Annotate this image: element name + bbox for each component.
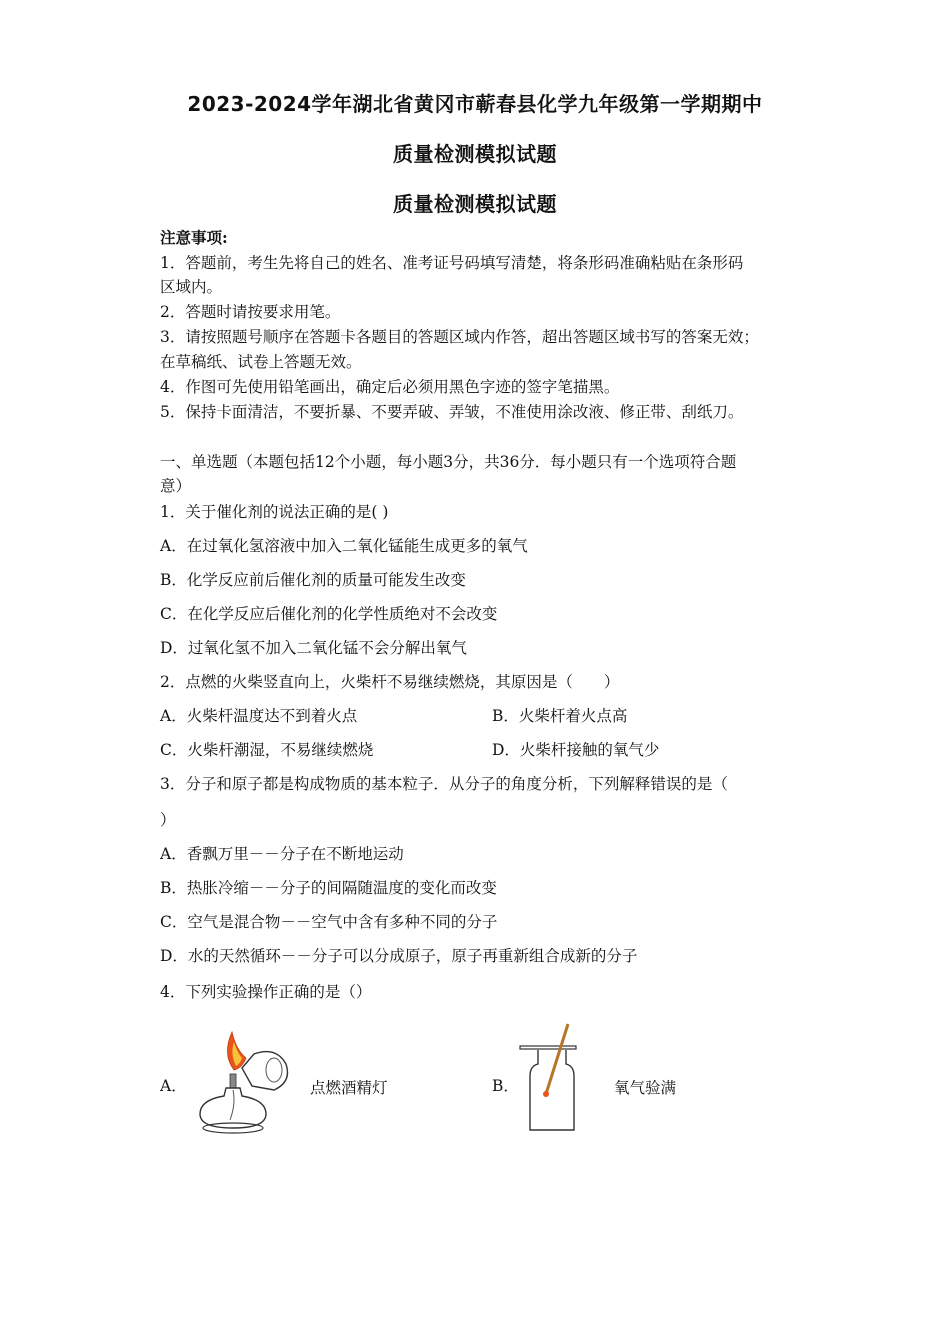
question-1-option-a: A．在过氧化氢溶液中加入二氧化锰能生成更多的氧气: [160, 537, 528, 555]
question-2-option-c: C．火柴杆潮湿，不易继续燃烧: [160, 741, 374, 759]
notice-heading: 注意事项:: [160, 228, 228, 247]
question-2-option-a: A．火柴杆温度达不到着火点: [160, 707, 358, 725]
section-heading-cont: 意）: [160, 477, 192, 495]
notice-item: 4．作图可先使用铅笔画出，确定后必须用黑色字迹的签字笔描黑。: [160, 378, 620, 396]
question-4-option-a-caption: 点燃酒精灯: [310, 1079, 388, 1097]
question-3-option-c: C．空气是混合物－－空气中含有多种不同的分子: [160, 913, 498, 931]
question-1-stem: 1．关于催化剂的说法正确的是( ): [160, 503, 389, 521]
notice-item: 5．保持卡面清洁，不要折暴、不要弄破、弄皱，不准使用涂改液、修正带、刮纸刀。: [160, 403, 744, 421]
notice-item: 2．答题时请按要求用笔。: [160, 303, 341, 321]
notice-item: 3．请按照题号顺序在答题卡各题目的答题区域内作答，超出答题区域书写的答案无效；: [160, 328, 759, 346]
question-2-option-b: B．火柴杆着火点高: [492, 707, 628, 725]
page-title: 2023-2024学年湖北省黄冈市蕲春县化学九年级第一学期期中: [187, 92, 763, 116]
question-3-stem: 3．分子和原子都是构成物质的基本粒子．从分子的角度分析，下列解释错误的是（: [160, 775, 728, 793]
question-4-option-a-letter: A．: [160, 1077, 187, 1095]
question-1-option-b: B．化学反应前后催化剂的质量可能发生改变: [160, 571, 466, 589]
page-subtitle: 质量检测模拟试题: [393, 142, 557, 166]
section-heading: 一、单选题（本题包括12个小题，每小题3分，共36分．每小题只有一个选项符合题: [160, 453, 737, 471]
notice-item: 区域内。: [160, 278, 223, 296]
page-subtitle-repeat: 质量检测模拟试题: [393, 192, 557, 216]
question-4-option-b-caption: 氧气验满: [614, 1079, 677, 1097]
question-3-option-d: D．水的天然循环－－分子可以分成原子，原子再重新组合成新的分子: [160, 947, 638, 965]
question-2-option-d: D．火柴杆接触的氧气少: [492, 741, 660, 759]
alcohol-lamp-figure: [192, 1024, 302, 1136]
question-1-option-d: D．过氧化氢不加入二氧化锰不会分解出氧气: [160, 639, 467, 657]
question-4-option-b-letter: B．: [492, 1077, 519, 1095]
question-1-option-c: C．在化学反应后催化剂的化学性质绝对不会改变: [160, 605, 498, 623]
question-3-stem-cont: ）: [160, 811, 176, 829]
question-3-option-b: B．热胀冷缩－－分子的间隔随温度的变化而改变: [160, 879, 497, 897]
question-2-stem: 2．点燃的火柴竖直向上，火柴杆不易继续燃烧，其原因是（ ）: [160, 673, 620, 691]
question-4-stem: 4．下列实验操作正确的是（）: [160, 983, 372, 1001]
question-3-option-a: A．香飘万里－－分子在不断地运动: [160, 845, 404, 863]
notice-item: 1．答题前，考生先将自己的姓名、准考证号码填写清楚，将条形码准确粘贴在条形码: [160, 254, 744, 272]
gas-bottle-figure: [516, 1020, 586, 1134]
notice-item: 在草稿纸、试卷上答题无效。: [160, 353, 362, 371]
